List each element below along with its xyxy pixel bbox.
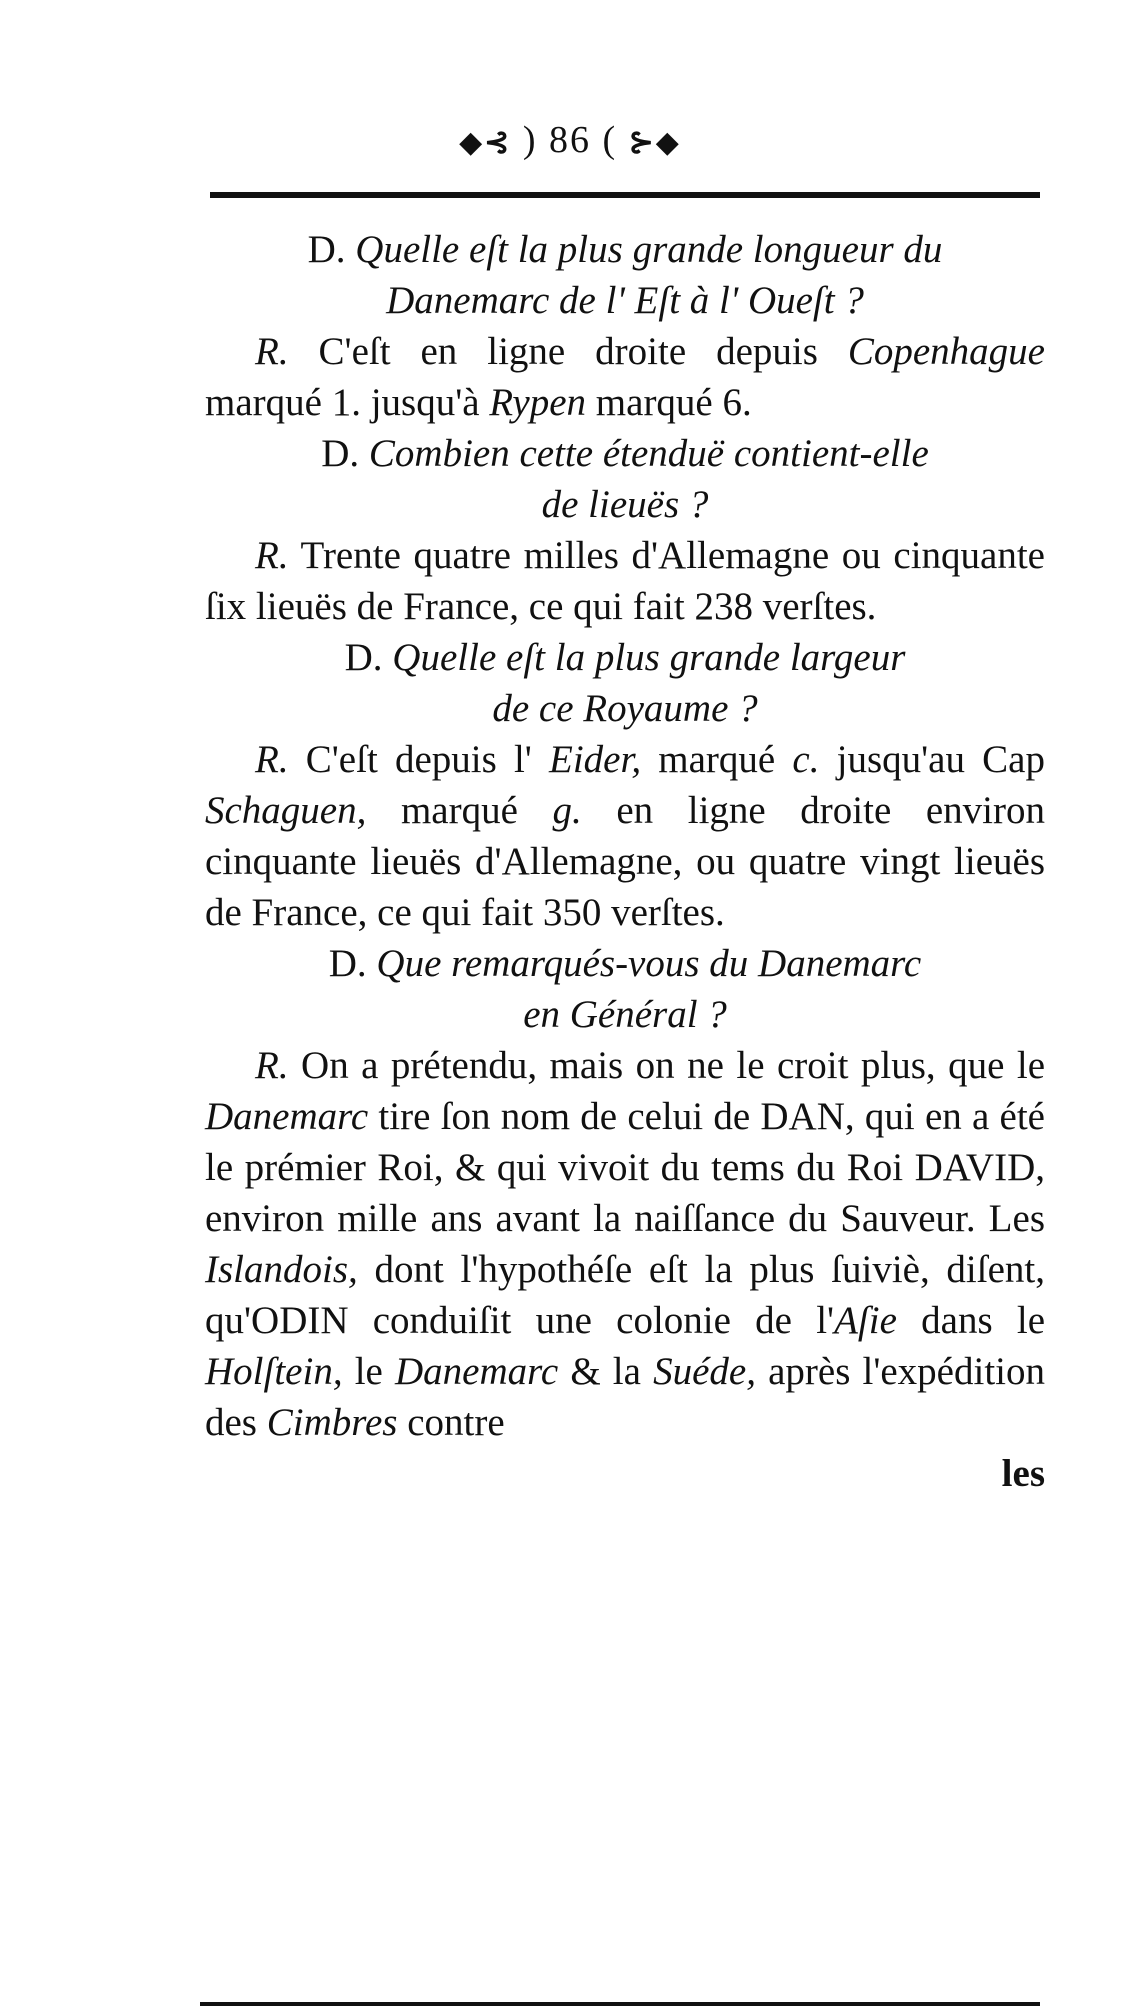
answer-text: marqué 1. jusqu'à (205, 381, 490, 424)
answer-text: tire ſon nom de celui de DAN, qui en a été le prémier Roi, & qui vivoit du tems du Roi DAVID, environ mille ans avant la naiſſance du Sauveur. Les (205, 1095, 1045, 1240)
ornament-left: ◆⊰ (459, 126, 512, 159)
place-name: Suéde, (653, 1350, 756, 1393)
bottom-rule (200, 2002, 1040, 2006)
question-tag: D. (328, 942, 367, 985)
answer-text: & la (558, 1350, 654, 1393)
place-name: Rypen (489, 381, 587, 424)
place-name: Danemarc (205, 1095, 369, 1138)
question-line: Quelle eſt la plus grande largeur (392, 636, 906, 679)
answer-tag: R. (255, 534, 289, 577)
question-3 (205, 632, 1045, 734)
answer-text: jusqu'au Cap (819, 738, 1045, 781)
answer-tag: R. (255, 330, 289, 373)
answer-text: Trente quatre milles d'Allemagne ou cinquante ſix lieuës de France, ce qui fait 238 verſtes. (205, 534, 1045, 628)
answer-3 (205, 734, 1045, 938)
answer-text: marqué 6. (586, 381, 752, 424)
place-name: Danemarc (395, 1350, 559, 1393)
people-name: Islandois, (205, 1248, 358, 1291)
place-name: Holſtein, (205, 1350, 343, 1393)
answer-text: marqué (366, 789, 553, 832)
answer-tag: R. (255, 738, 289, 781)
header-rule (210, 192, 1040, 198)
answer-text: marqué (641, 738, 793, 781)
question-1 (205, 224, 1045, 326)
question-tag: D. (321, 432, 360, 475)
place-name: Eider, (549, 738, 642, 781)
page-number: ) 86 ( (522, 119, 618, 161)
question-line: de ce Royaume ? (492, 687, 758, 730)
question-line: Quelle eſt la plus grande longueur du (355, 228, 943, 271)
question-line: de lieuës ? (541, 483, 709, 526)
answer-text: On a prétendu, mais on ne le croit plus, que le (288, 1044, 1045, 1087)
answer-text: contre (397, 1401, 505, 1444)
place-name: Aſie (834, 1299, 897, 1342)
page-body (205, 224, 1045, 1499)
question-tag: D. (307, 228, 346, 271)
answer-text: dans le (896, 1299, 1045, 1342)
place-name: Copenhague (847, 330, 1045, 373)
answer-tag: R. (255, 1044, 289, 1087)
question-line: Danemarc de l' Eſt à l' Oueſt ? (386, 279, 864, 322)
answer-2 (205, 530, 1045, 632)
answer-4 (205, 1040, 1045, 1448)
place-name: Schaguen, (205, 789, 367, 832)
catchword: les (1001, 1452, 1045, 1495)
question-line: en Général ? (523, 993, 727, 1036)
answer-text: C'eſt en ligne droite depuis (288, 330, 848, 373)
answer-text: C'eſt depuis l' (288, 738, 549, 781)
answer-text: en ligne droite environ cinquante lieuës d'Allemagne, ou quatre vingt lieuës de France, ce qui fait 350 verſtes. (205, 789, 1045, 934)
answer-1 (205, 326, 1045, 428)
answer-text: dont l'hypothéſe eſt la plus ſuiviè, diſent, qu'ODIN conduiſit une colonie de l' (205, 1248, 1045, 1342)
people-name: Cimbres (266, 1401, 398, 1444)
map-mark: c. (792, 738, 820, 781)
ornament-right: ⊱◆ (628, 126, 681, 159)
answer-text: le (342, 1350, 395, 1393)
page-header (0, 118, 1140, 162)
question-tag: D. (344, 636, 383, 679)
map-mark: g. (552, 789, 582, 832)
question-line: Combien cette étenduë contient-elle (368, 432, 929, 475)
question-2 (205, 428, 1045, 530)
answer-text: après l'expédition des (205, 1350, 1045, 1444)
question-line: Que remarqués-vous du Danemarc (376, 942, 922, 985)
question-4 (205, 938, 1045, 1040)
